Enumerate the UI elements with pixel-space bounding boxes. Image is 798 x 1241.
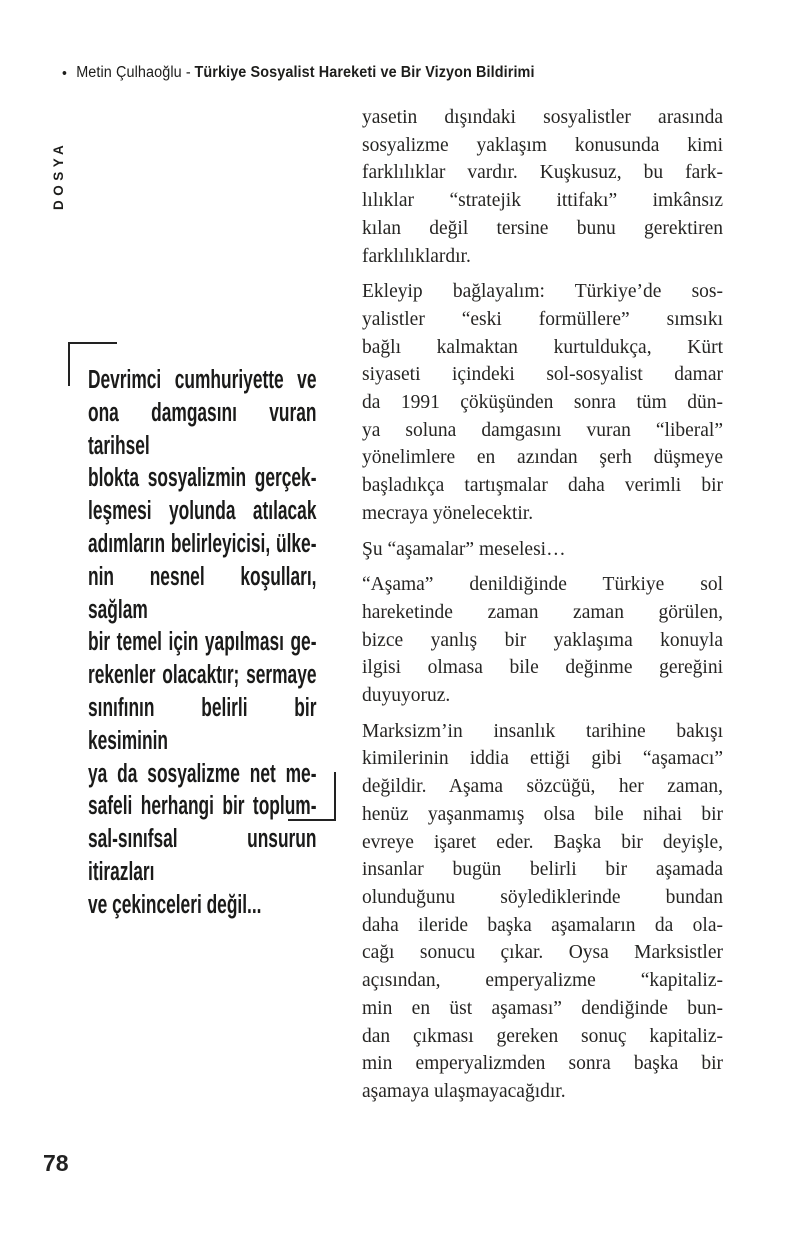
text-line: siyaseti içindeki sol-sosyalist damar: [362, 364, 723, 386]
text-line: aşamaya ulaşmayacağıdır.: [362, 1080, 566, 1102]
text-line: min en üst aşaması” dendiğinde bun-: [362, 997, 723, 1019]
text-line: evreye işaret eder. Başka bir deyişle,: [362, 831, 723, 853]
text-line: başladıkça tartışmalar daha verimli bir: [362, 475, 723, 497]
text-line: bir temel için yapılması ge-: [88, 628, 317, 657]
text-line: yönelimlere en azından şerh düşmeye: [362, 447, 723, 469]
text-line: “Aşama” denildiğinde Türkiye sol: [362, 574, 723, 596]
text-line: lılıklar “stratejik ittifakı” imkânsız: [362, 190, 723, 212]
text-line: daha ileride başka aşamaların da ola-: [362, 914, 723, 936]
text-line: blokta sosyalizmin gerçek-: [88, 464, 317, 493]
text-line: değildir. Aşama sözcüğü, her zaman,: [362, 776, 723, 798]
text-line: yasetin dışındaki sosyalistler arasında: [362, 107, 723, 128]
text-line: adımların belirleyicisi, ülke-: [88, 529, 317, 558]
page-header: [62, 62, 713, 84]
text-line: ya soluna damgasını vuran “liberal”: [362, 419, 723, 441]
text-line: sınıfının belirli bir kesiminin: [88, 693, 317, 755]
text-line: ona damgasını vuran tarihsel: [88, 398, 317, 460]
text-line: Marksizm’in insanlık tarihine bakışı: [362, 720, 723, 742]
text-line: safeli herhangi bir toplum-: [88, 792, 317, 821]
paragraph: [362, 718, 723, 1106]
text-line: sosyalizme yaklaşım konusunda kimi: [362, 134, 723, 156]
pull-quote: [88, 364, 316, 922]
text-line: min emperyalizmden sonra başka bir: [362, 1053, 723, 1075]
text-line: ve çekinceleri değil...: [88, 890, 262, 919]
page-number: 78: [43, 1150, 69, 1176]
text-line: Ekleyip bağlayalım: Türkiye’de sos-: [362, 281, 723, 303]
article-body-column: [362, 104, 723, 1114]
text-line: kılan değil tersine bunu gerektiren: [362, 217, 723, 239]
text-line: Devrimci cumhuriyette ve: [88, 366, 317, 394]
text-line: bizce yanlış bir yaklaşıma konuyla: [362, 629, 723, 651]
text-line: Şu “aşamalar” meselesi…: [362, 538, 566, 560]
text-line: olunduğunu söylediklerinde bundan: [362, 886, 723, 908]
text-line: farklılıklar vardır. Kuşkusuz, bu fark-: [362, 162, 723, 184]
text-line: kimilerinin iddia ettiği gibi “aşamacı”: [362, 748, 723, 770]
header-author: Metin Çulhaoğlu -: [76, 64, 191, 81]
paragraph: [362, 278, 723, 527]
header-article-title: Türkiye Sosyalist Hareketi ve Bir Vizyon Bildirimi: [194, 64, 535, 81]
text-line: nin nesnel koşulları, sağlam: [88, 562, 317, 624]
text-line: mecraya yönelecektir.: [362, 502, 534, 524]
text-line: ya da sosyalizme net me-: [88, 759, 317, 788]
text-line: insanlar bugün belirli bir aşamada: [362, 859, 723, 881]
text-line: açısından, emperyalizme “kapitaliz-: [362, 970, 723, 992]
text-line: rekenler olacaktır; sermaye: [88, 661, 317, 690]
corner-bracket-bottom-right: [288, 772, 336, 821]
text-line: hareketinde zaman zaman görülen,: [362, 601, 723, 623]
text-line: farklılıklardır.: [362, 245, 471, 267]
paragraph: [362, 104, 723, 270]
text-line: da 1991 çöküşünden sonra tüm dün-: [362, 392, 723, 414]
text-line: ilgisi olmasa bile değinme gereğini: [362, 657, 723, 679]
text-line: yalistler “eski formüllere” sımsıkı: [362, 308, 723, 330]
text-line: dan çıkması gereken sonuç kapitaliz-: [362, 1025, 723, 1047]
text-line: leşmesi yolunda atılacak: [88, 497, 317, 526]
bullet-icon: •: [62, 64, 67, 82]
text-line: bağlı kalmaktan kurtuldukça, Kürt: [362, 336, 723, 358]
text-line: cağı sonucu çıkar. Oysa Marksistler: [362, 942, 723, 964]
section-label-vertical: DOSYA: [51, 140, 66, 210]
paragraph: [362, 536, 723, 564]
text-line: henüz yaşanmamış olsa bile nihai bir: [362, 803, 723, 825]
paragraph: [362, 571, 723, 710]
text-line: sal-sınıfsal unsurun itirazları: [88, 825, 317, 886]
text-line: duyuyoruz.: [362, 685, 451, 707]
